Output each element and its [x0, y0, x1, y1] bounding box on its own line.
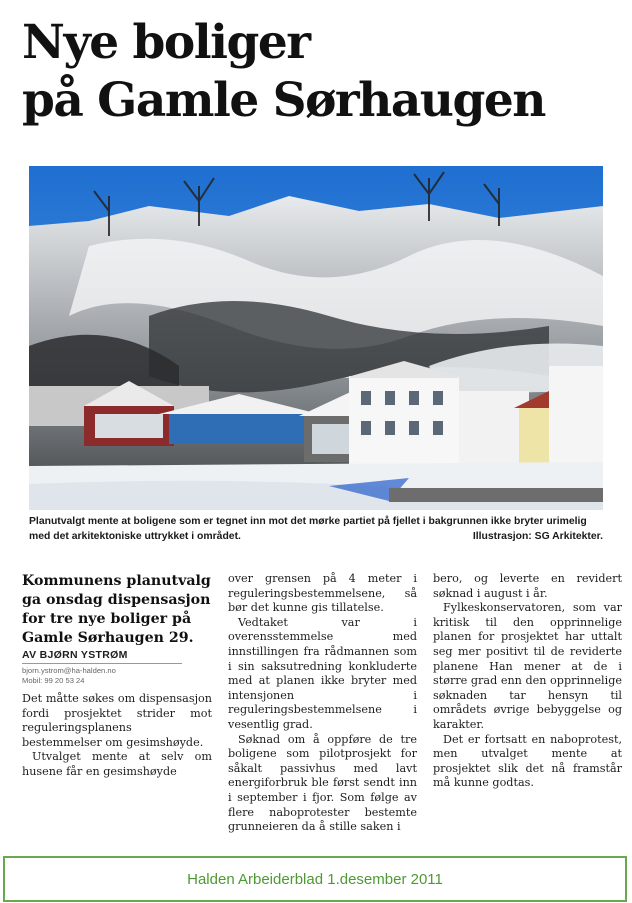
caption-text: Planutvalgt mente at boligene som er tegnet inn mot det mørke partiet på fjellet i bakgrunnen ikke bryter urimelig med det arkitektoniske uttrykket i området. — [29, 516, 587, 542]
source-label: Halden Arbeiderblad 1.desember 2011 — [187, 870, 443, 888]
body-paragraph: Søknad om å oppføre de tre boligene som pilotprosjekt for såkalt passivhus med lavt energiforbruk ble først sendt inn i september i fjor. Som følge av flere naboprotester bestemte grunneieren da å stille saken i — [228, 732, 417, 834]
photo-caption — [29, 514, 603, 544]
body-paragraph: bero, og leverte en revidert søknad i august i år. — [433, 572, 622, 600]
body-paragraph: Vedtaket var i overensstemmelse med innstillingen fra rådmannen som i sin saksutredning konkluderte med at planen ikke bryter med intensjonen i reguleringsbestemmelsene i vesentlig grad. — [228, 615, 417, 731]
lede: Kommunens planutvalg ga onsdag dispensasjon for tre nye boliger på Gamle Sørhaugen 29. — [22, 573, 211, 646]
author-contact — [22, 666, 212, 686]
author-email: bjorn.ystrom@ha-halden.no — [22, 666, 116, 675]
source-footer — [3, 856, 627, 902]
headline-line-1: Nye boliger — [22, 15, 310, 70]
body-paragraph: Utvalget mente at selv om husene får en gesimshøyde — [22, 750, 212, 778]
author-phone: Mobil: 99 20 53 24 — [22, 676, 85, 685]
photo-credit: Illustrasjon: SG Arkitekter. — [472, 531, 603, 542]
photo-illustration — [29, 166, 603, 510]
headline-line-2: på Gamle Sørhaugen — [22, 73, 545, 128]
body-paragraph: over grensen på 4 meter i reguleringsbestemmelsene, så bør det kunne gis tillatelse. — [228, 572, 417, 615]
article-column-2 — [228, 572, 417, 835]
headline — [22, 14, 622, 130]
article-column-3 — [433, 572, 622, 791]
article-photo — [29, 166, 603, 510]
article-column-1 — [22, 572, 212, 780]
byline: AV BJØRN YSTRØM — [22, 648, 182, 664]
body-paragraph: Fylkeskonservatoren, som var kritisk til den opprinnelige planen for prosjektet har uttalt seg mer positivt til de reviderte planene Han mener at de i større grad enn den opprinnelige søknaden tar hensyn til områdets øvrige bebyggelse og karakter. — [433, 601, 622, 731]
body-paragraph: Det måtte søkes om dispensasjon fordi prosjektet strider mot reguleringsplanens bestemmelser om gesimshøyde. — [22, 692, 212, 749]
body-paragraph: Det er fortsatt en naboprotest, men utvalget mente at prosjektet slik det nå framstår må kunne godtas. — [433, 732, 622, 790]
